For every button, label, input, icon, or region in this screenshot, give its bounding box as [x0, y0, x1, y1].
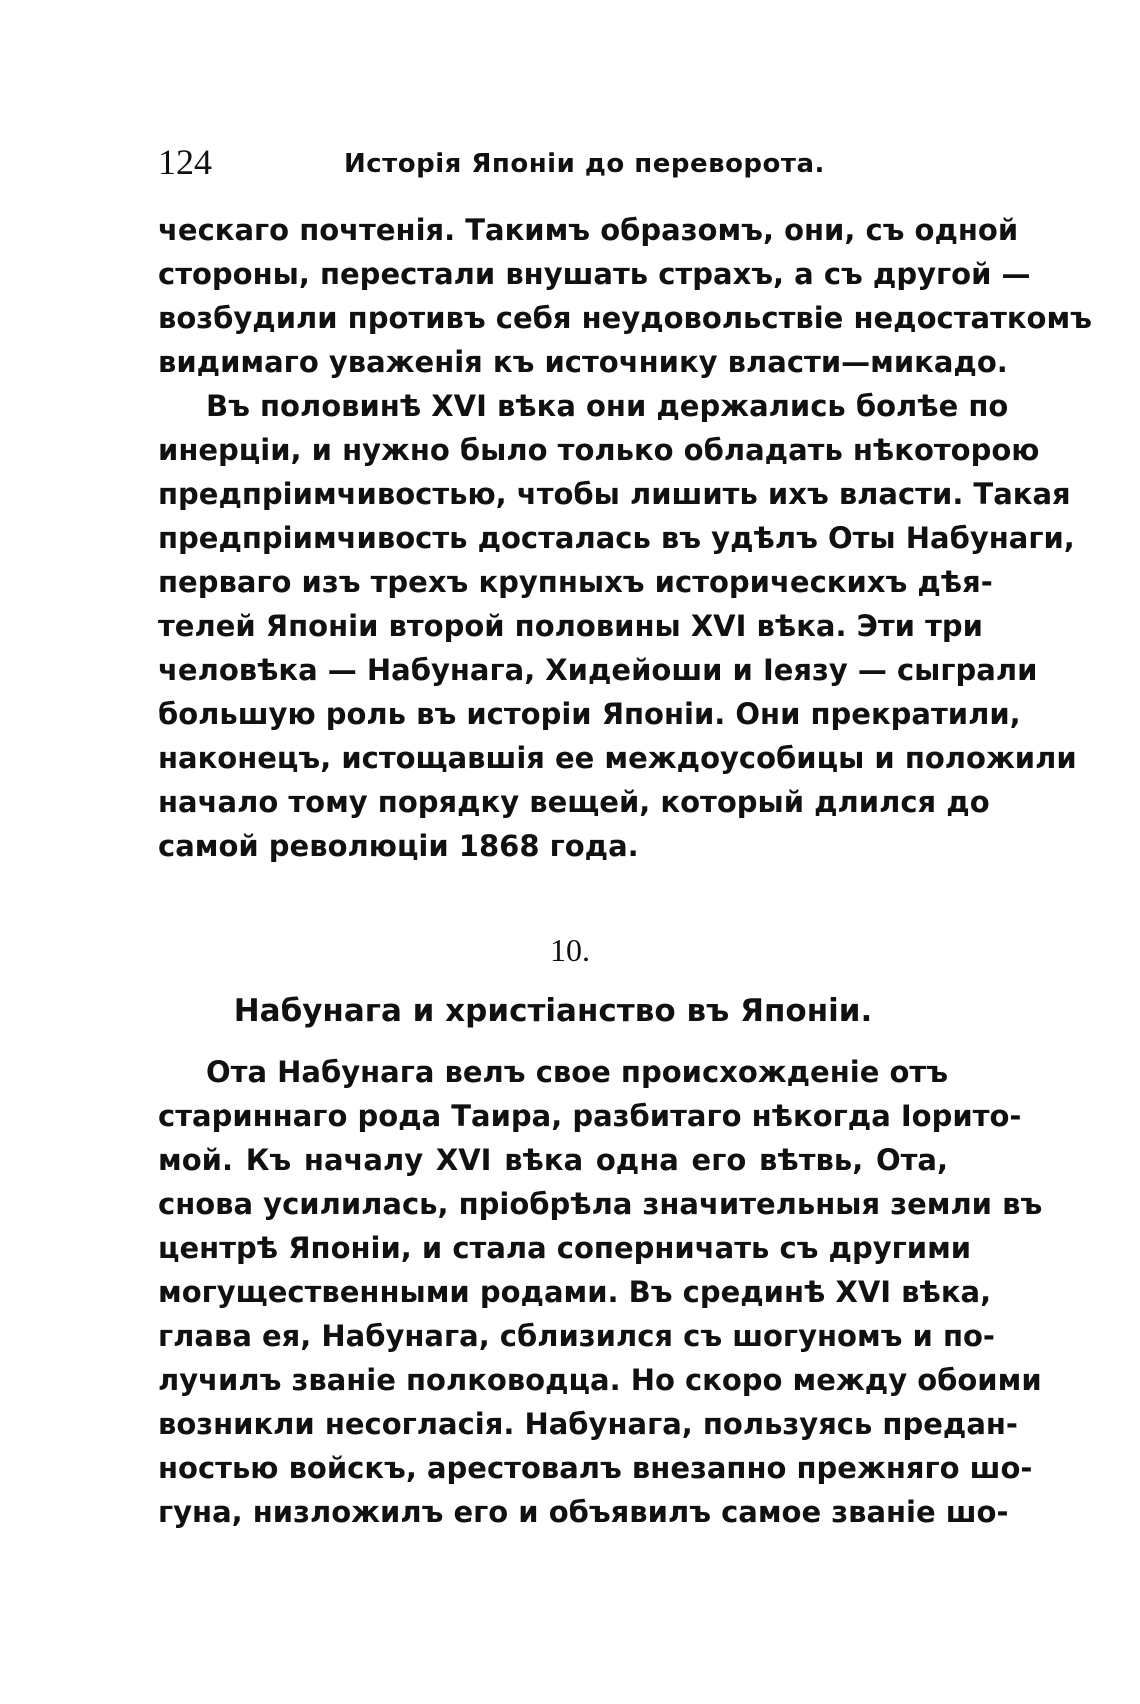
text-line: начало тому порядку вещей, который длился до	[158, 785, 990, 819]
page-header	[158, 140, 978, 184]
text-line: ческаго почтенія. Такимъ образомъ, они, съ одной	[158, 213, 1019, 247]
text-line: глава ея, Набунага, сблизился съ шогуномъ и по-	[158, 1319, 995, 1353]
section-title: Набунага и христіанство въ Японіи.	[233, 993, 873, 1029]
body-text-bottom	[158, 1050, 1043, 1534]
text-line: человѣка — Набунага, Хидейоши и Іеязу — сыграли	[158, 653, 1038, 687]
text-line: предпріимчивость досталась въ удѣлъ Оты Набунаги,	[158, 521, 1075, 555]
running-head: Исторія Японіи до переворота.	[344, 149, 825, 179]
text-line: стороны, перестали внушать страхъ, а съ другой —	[158, 257, 1031, 291]
text-line: перваго изъ трехъ крупныхъ историческихъ дѣя-	[158, 565, 993, 599]
text-line: стариннаго рода Таира, разбитаго нѣкогда Іорито-	[158, 1099, 1022, 1133]
section-number: 10.	[550, 932, 590, 968]
text-line: центрѣ Японіи, и стала соперничать съ другими	[158, 1231, 972, 1265]
text-line: возникли несогласія. Набунага, пользуясь предан-	[158, 1407, 1018, 1441]
text-line: Въ половинѣ XVI вѣка они держались болѣе по	[206, 389, 1009, 423]
text-line: мой. Къ началу XVI вѣка одна его вѣтвь, Ота,	[158, 1143, 948, 1177]
body-text-top	[158, 208, 1092, 868]
text-line: инерціи, и нужно было только обладать нѣкоторою	[158, 433, 1040, 467]
text-line: телей Японіи второй половины XVI вѣка. Эти три	[158, 609, 983, 643]
text-line: лучилъ званіе полководца. Но скоро между обоими	[158, 1363, 1042, 1397]
text-line: ностью войскъ, арестовалъ внезапно прежняго шо-	[158, 1451, 1033, 1485]
text-line: возбудили противъ себя неудовольствіе недостаткомъ	[158, 301, 1092, 335]
text-line: могущественными родами. Въ срединѣ XVI вѣка,	[158, 1275, 992, 1309]
text-line: гуна, низложилъ его и объявилъ самое званіе шо-	[158, 1495, 1009, 1529]
text-line: большую роль въ исторіи Японіи. Они прекратили,	[158, 697, 1021, 731]
page-number: 124	[158, 142, 212, 182]
text-line: снова усилилась, пріобрѣла значительныя земли въ	[158, 1187, 1043, 1221]
text-line: Ота Набунага велъ свое происхожденіе отъ	[206, 1055, 948, 1089]
text-line: самой революціи 1868 года.	[158, 829, 639, 863]
text-line: видимаго уваженія къ источнику власти—микадо.	[158, 345, 1008, 379]
text-line: наконецъ, истощавшія ее междоусобицы и положили	[158, 741, 1077, 775]
text-line: предпріимчивостью, чтобы лишить ихъ власти. Такая	[158, 477, 1071, 511]
